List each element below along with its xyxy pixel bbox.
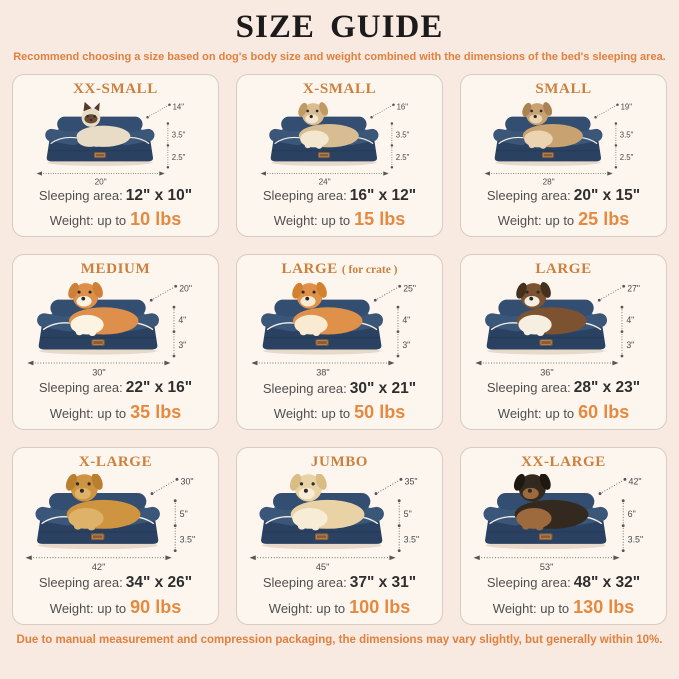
dim-base-height: 3" <box>626 339 635 350</box>
dim-width: 42" <box>91 561 106 572</box>
size-label: JUMBO <box>310 454 369 470</box>
size-card-x-large <box>12 447 219 625</box>
weight-line <box>466 401 661 425</box>
bed-illustration <box>18 281 213 377</box>
bed-illustration <box>242 474 437 572</box>
weight-value: 10 lbs <box>130 208 182 229</box>
up-to-label: up to <box>545 405 575 421</box>
sleeping-area-value: 34" x 26" <box>125 574 193 592</box>
dim-back: 25" <box>403 283 417 294</box>
dim-bolster-height: 3.5" <box>395 130 410 140</box>
dim-base-height: 3.5" <box>403 534 420 545</box>
sleeping-area-label: Sleeping area: <box>38 575 123 591</box>
dim-back: 19" <box>620 102 633 112</box>
size-label: X-SMALL <box>302 81 377 97</box>
bed-illustration <box>466 281 661 377</box>
sleeping-area-line <box>466 187 661 205</box>
size-name <box>466 453 661 471</box>
weight-label: Weight: <box>273 212 318 228</box>
sleeping-area-value: 28" x 23" <box>573 379 641 397</box>
dim-bolster-height: 4" <box>626 314 635 325</box>
dim-width: 45" <box>315 561 330 572</box>
dim-width: 30" <box>92 366 106 377</box>
dim-width: 53" <box>539 561 554 572</box>
sleeping-area-value: 16" x 12" <box>349 187 417 205</box>
size-card-xx-large <box>460 447 667 625</box>
dim-width: 20" <box>94 177 107 186</box>
size-card-x-small <box>236 74 443 237</box>
weight-line <box>18 401 213 425</box>
dim-back: 20" <box>179 283 193 294</box>
bed-illustration <box>18 474 213 572</box>
dim-base-height: 3" <box>402 340 411 351</box>
sleeping-area-value: 30" x 21" <box>349 379 417 397</box>
weight-value: 50 lbs <box>354 401 406 422</box>
weight-label: Weight: <box>273 405 318 421</box>
dim-width: 38" <box>316 367 330 378</box>
dim-bolster-height: 5" <box>403 508 412 519</box>
weight-value: 60 lbs <box>578 401 630 422</box>
dim-bolster-height: 4" <box>402 315 411 326</box>
weight-label: Weight: <box>49 600 94 616</box>
size-label: MEDIUM <box>80 261 151 277</box>
bed-illustration <box>466 474 661 572</box>
bed-illustration <box>242 281 437 377</box>
up-to-label: up to <box>97 405 127 421</box>
size-card-small <box>460 74 667 237</box>
weight-label: Weight: <box>49 212 94 228</box>
weight-label: Weight: <box>268 600 313 616</box>
weight-label: Weight: <box>497 212 542 228</box>
sleeping-area-value: 12" x 10" <box>125 187 193 205</box>
weight-value: 130 lbs <box>573 596 635 617</box>
size-note: ( for crate ) <box>341 264 398 276</box>
sleeping-area-value: 48" x 32" <box>573 574 641 592</box>
dim-width: 36" <box>540 366 554 377</box>
dim-back: 42" <box>628 476 642 487</box>
size-name <box>242 80 437 98</box>
dim-back: 35" <box>404 476 418 487</box>
size-name <box>242 260 437 279</box>
weight-line <box>18 208 213 232</box>
dim-width: 28" <box>542 177 555 186</box>
up-to-label: up to <box>316 600 346 616</box>
dim-bolster-height: 4" <box>178 314 187 325</box>
dim-bolster-height: 5" <box>179 508 188 519</box>
weight-value: 90 lbs <box>130 596 182 617</box>
dim-base-height: 2.5" <box>619 152 634 162</box>
dim-bolster-height: 3.5" <box>619 130 634 140</box>
dim-back: 16" <box>396 102 409 112</box>
up-to-label: up to <box>540 600 570 616</box>
sleeping-area-label: Sleeping area: <box>486 575 571 591</box>
weight-value: 15 lbs <box>354 208 406 229</box>
weight-line <box>242 401 437 425</box>
dim-base-height: 3.5" <box>627 534 644 545</box>
up-to-label: up to <box>545 212 575 228</box>
sleeping-area-line <box>242 574 437 592</box>
size-label: SMALL <box>535 81 592 97</box>
sleeping-area-line <box>18 379 213 397</box>
size-label: XX-LARGE <box>521 454 606 470</box>
weight-label: Weight: <box>492 600 537 616</box>
sleeping-area-label: Sleeping area: <box>262 575 347 591</box>
sleeping-area-label: Sleeping area: <box>38 188 123 204</box>
sleeping-area-label: Sleeping area: <box>38 380 123 396</box>
bed-illustration <box>242 100 437 186</box>
dim-back: 14" <box>172 102 185 112</box>
sleeping-area-line <box>466 574 661 592</box>
sleeping-area-label: Sleeping area: <box>486 188 571 204</box>
sleeping-area-value: 22" x 16" <box>125 379 193 397</box>
weight-value: 35 lbs <box>130 401 182 422</box>
size-card-large-for-crate <box>236 254 443 430</box>
size-label: X-LARGE <box>78 454 153 470</box>
sleeping-area-value: 37" x 31" <box>349 574 417 592</box>
bed-illustration <box>466 100 661 186</box>
up-to-label: up to <box>97 212 127 228</box>
dim-base-height: 3" <box>178 339 187 350</box>
sleeping-area-line <box>18 187 213 205</box>
weight-line <box>242 596 437 620</box>
sleeping-area-label: Sleeping area: <box>486 380 571 396</box>
dim-base-height: 2.5" <box>171 152 186 162</box>
sleeping-area-value: 20" x 15" <box>573 187 641 205</box>
disclaimer-note: Due to manual measurement and compression packaging, the dimensions may vary slightly, but generally within 10%. <box>16 634 663 646</box>
size-card-xx-small <box>12 74 219 237</box>
weight-value: 100 lbs <box>349 596 411 617</box>
sleeping-area-label: Sleeping area: <box>262 380 347 396</box>
size-name <box>466 260 661 278</box>
up-to-label: up to <box>321 212 351 228</box>
sleeping-area-label: Sleeping area: <box>262 188 347 204</box>
page-title: SIZE GUIDE <box>235 9 444 45</box>
size-card-jumbo <box>236 447 443 625</box>
size-label: LARGE <box>535 261 592 277</box>
size-name <box>242 453 437 471</box>
weight-line <box>466 208 661 232</box>
dim-bolster-height: 3.5" <box>171 130 186 140</box>
sleeping-area-line <box>18 574 213 592</box>
dim-bolster-height: 6" <box>627 508 636 519</box>
sleeping-area-line <box>466 379 661 397</box>
bed-illustration <box>18 100 213 186</box>
dim-width: 24" <box>318 177 331 186</box>
sleeping-area-line <box>242 187 437 205</box>
size-label: LARGE <box>281 261 338 277</box>
size-card-medium <box>12 254 219 430</box>
weight-value: 25 lbs <box>578 208 630 229</box>
page-subtitle: Recommend choosing a size based on dog's body size and weight combined with the dimensions of the bed's sleeping area. <box>13 51 666 63</box>
size-name <box>18 453 213 471</box>
weight-line <box>466 596 661 620</box>
dim-base-height: 2.5" <box>395 152 410 162</box>
up-to-label: up to <box>321 405 351 421</box>
dim-back: 27" <box>627 283 641 294</box>
weight-label: Weight: <box>49 405 94 421</box>
weight-line <box>18 596 213 620</box>
weight-label: Weight: <box>497 405 542 421</box>
size-label: XX-SMALL <box>73 81 158 97</box>
dim-base-height: 3.5" <box>179 534 196 545</box>
weight-line <box>242 208 437 232</box>
up-to-label: up to <box>97 600 127 616</box>
sleeping-area-line <box>242 380 437 398</box>
size-name <box>18 260 213 278</box>
dim-back: 30" <box>180 476 194 487</box>
size-grid <box>12 74 667 625</box>
size-name <box>18 80 213 98</box>
size-name <box>466 80 661 98</box>
size-card-large <box>460 254 667 430</box>
